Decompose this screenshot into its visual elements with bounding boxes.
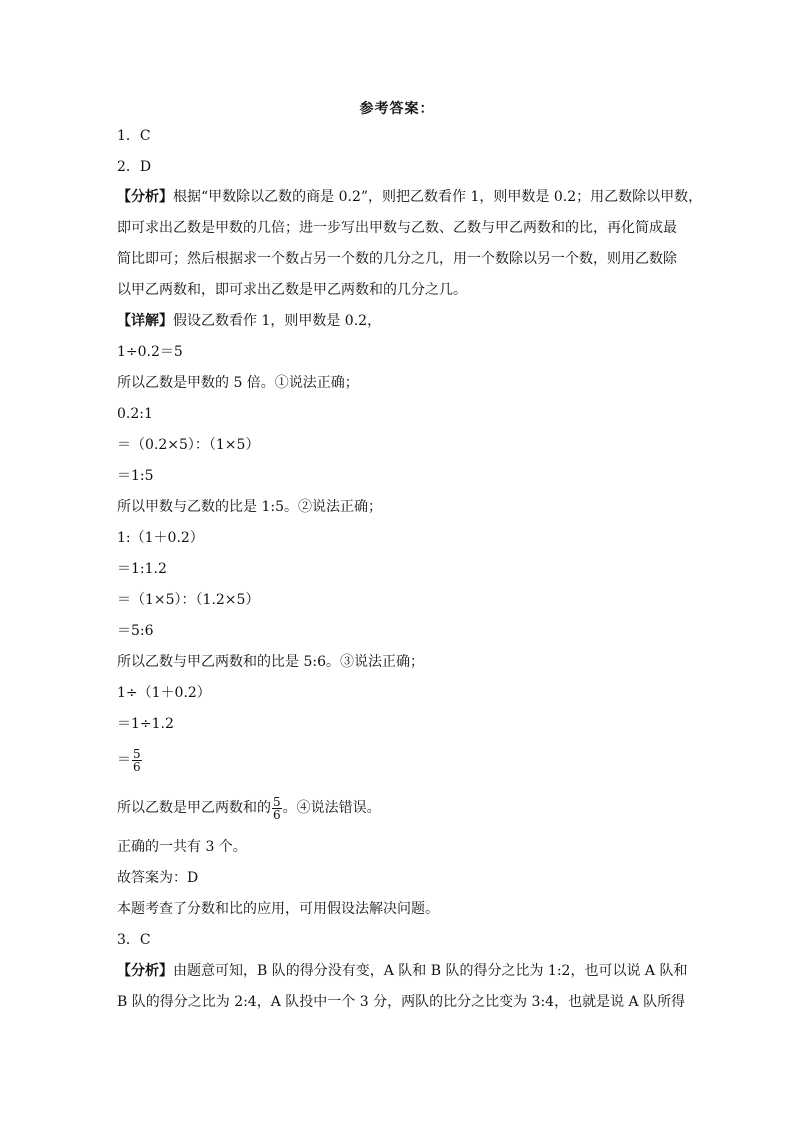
page-title: 参考答案：: [359, 101, 435, 117]
analysis-line-1: [117, 188, 703, 206]
fraction-5-6: [132, 748, 142, 773]
conclusion-line: 所以甲数与乙数的比是 1:5。②说法正确；: [117, 499, 382, 515]
fraction-line: [117, 745, 683, 775]
calc-line: 1:（1＋0.2）: [117, 530, 204, 546]
analysis-text-1: 由题意可知，B 队的得分没有变，A 队和 B 队的得分之比为 1:2，也可以说 A 队和: [173, 963, 688, 979]
note-line: 本题考查了分数和比的应用，可用假设法解决问题。: [117, 901, 439, 917]
equals-sign: ＝: [117, 752, 131, 768]
calc-line: 1÷（1＋0.2）: [117, 685, 211, 701]
conclusion-line: 所以乙数与甲乙两数和的比是 5:6。③说法正确；: [117, 654, 424, 670]
fraction-numerator: 5: [133, 746, 141, 761]
analysis-tag: 【分析】: [117, 963, 173, 979]
calc-line: 1÷0.2＝5: [117, 344, 183, 360]
calc-line: 0.2:1: [117, 406, 153, 422]
calc-line: ＝（1×5）：（1.2×5）: [117, 592, 260, 608]
calc-line: ＝（0.2×5）：（1×5）: [117, 437, 260, 453]
answer-line: 故答案为：D: [117, 870, 199, 886]
analysis-line-4: 以甲乙两数和，即可求出乙数是甲乙两数和的几分之几。: [117, 282, 467, 298]
conclusion-line: 所以乙数是甲数的 5 倍。①说法正确；: [117, 375, 359, 391]
detail-tag: 【详解】: [117, 313, 173, 329]
fraction-numerator: 5: [273, 794, 281, 809]
detail-line-1: [117, 312, 683, 330]
fraction-5-6: [272, 796, 282, 821]
analysis-line-2: 即可求出乙数是甲数的几倍；进一步写出甲数与乙数、乙数与甲乙两数和的比，再化简成最: [117, 220, 677, 236]
answer-3: 3．C: [117, 932, 151, 948]
calc-line: ＝1:1.2: [117, 561, 167, 577]
conclusion-text-a: 所以乙数是甲乙两数和的: [117, 800, 271, 816]
calc-line: ＝5:6: [117, 623, 154, 639]
calc-line: ＝1÷1.2: [117, 716, 174, 732]
conclusion-text-b: 。④说法错误。: [282, 800, 381, 816]
analysis-line-1: [117, 962, 688, 980]
conclusion-line: [117, 793, 683, 823]
fraction-denominator: 6: [273, 807, 281, 822]
analysis-tag: 【分析】: [117, 189, 173, 205]
answer-2: 2．D: [117, 159, 152, 175]
analysis-text-1: 根据“甲数除以乙数的商是 0.2”，则把乙数看作 1，则甲数是 0.2；用乙数除以甲数，: [173, 189, 703, 205]
answer-1: 1．C: [117, 128, 151, 144]
analysis-line-2: B 队的得分之比为 2:4，A 队投中一个 3 分，两队的比分之比变为 3:4，也就是说 A 队所得: [117, 994, 686, 1010]
analysis-line-3: 简比即可；然后根据求一个数占另一个数的几分之几，用一个数除以另一个数，则用乙数除: [117, 251, 677, 267]
summary-line: 正确的一共有 3 个。: [117, 839, 247, 855]
calc-line: ＝1:5: [117, 468, 154, 484]
detail-text-1: 假设乙数看作 1，则甲数是 0.2，: [173, 313, 382, 329]
fraction-denominator: 6: [133, 759, 141, 774]
